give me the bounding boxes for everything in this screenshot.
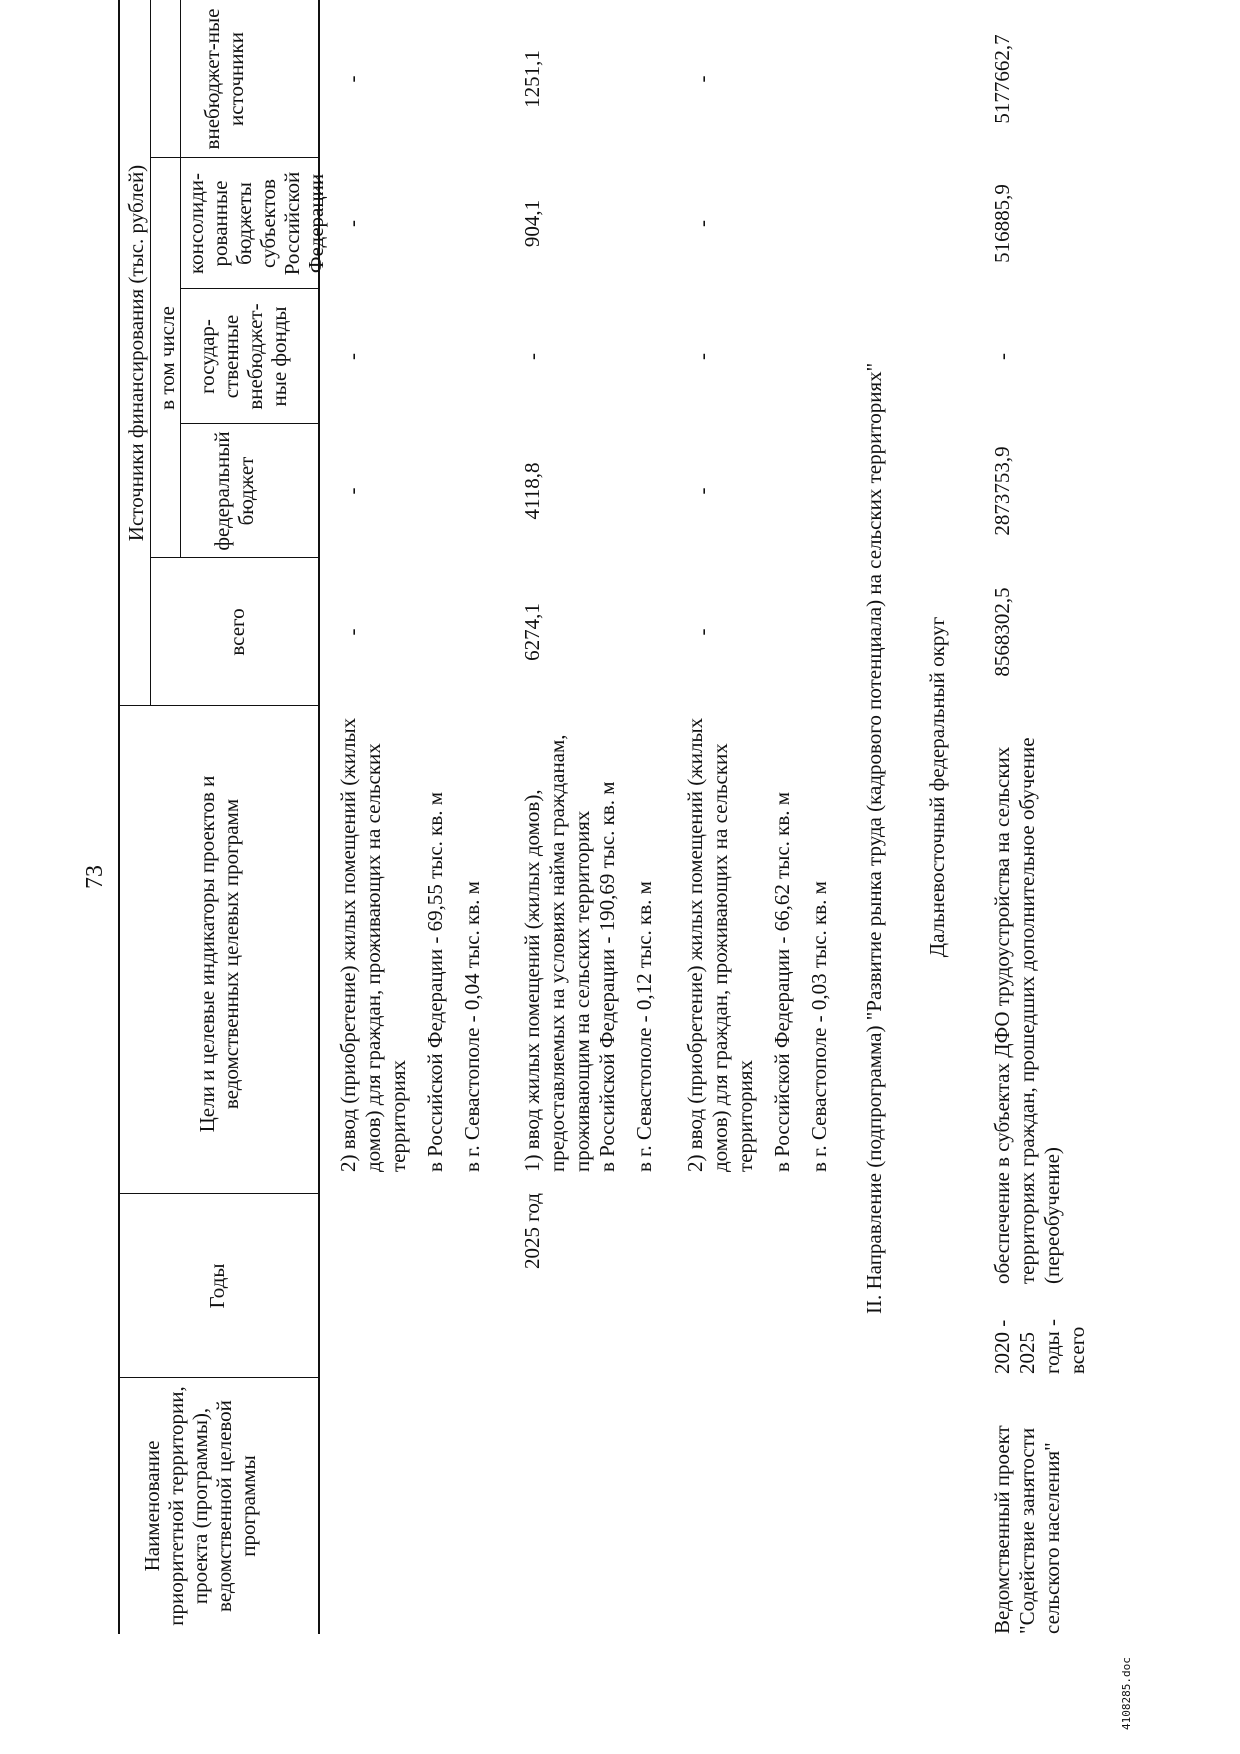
row2-total: 6274,1 xyxy=(520,603,544,661)
header-offbudget: внебюджет-ные источники xyxy=(200,8,248,150)
row3-total: - xyxy=(690,628,714,636)
row1-offbudget: - xyxy=(340,75,364,83)
row2-years: 2025 год xyxy=(520,1193,544,1269)
header-total: всего xyxy=(225,608,249,656)
row3-regional: - xyxy=(690,220,714,227)
header-goals: Цели и целевые индикаторы проектов и ведомственных целевых программ xyxy=(195,775,243,1133)
header-name: Наименование приоритетной территории, проекта (программы), ведомственной целевой программы xyxy=(140,1386,260,1626)
project-offbudget: 5177662,7 xyxy=(990,34,1014,124)
row1-regional: - xyxy=(340,220,364,227)
header-funding: Источники финансирования (тыс. рублей) xyxy=(124,164,148,542)
row3-federal: - xyxy=(690,487,714,495)
header-years: Годы xyxy=(205,1263,229,1309)
col-divider xyxy=(118,705,318,706)
project-name: Ведомственный проект "Содействие занятости сельского населения" xyxy=(990,1425,1064,1634)
project-federal: 2873753,9 xyxy=(990,446,1014,536)
header-regional: консолиди-рованные бюджеты субъектов Российской Федерации xyxy=(184,171,328,276)
row3-state-funds: - xyxy=(690,353,714,360)
header-federal: федеральный бюджет xyxy=(210,431,258,551)
project-goals: обеспечение в субъектах ДФО трудоустройства на сельских территориях граждан, прошедших дополнительное обучение (переобучение) xyxy=(990,737,1064,1284)
footer-filename: 4108285.doc xyxy=(1120,1657,1133,1730)
project-total: 8568302,5 xyxy=(990,587,1014,677)
row1-goals: 2) ввод (приобретение) жилых помещений (жилых домов) для граждан, проживающих на сельских территориях в Российской Федерации - 69,55 тыс. кв. м в г. Севастополе - 0,04 тыс. кв. м xyxy=(336,717,484,1172)
row1-total: - xyxy=(340,628,364,636)
table-top-rule xyxy=(118,0,120,1634)
page-number: 73 xyxy=(82,865,108,889)
row2-federal: 4118,8 xyxy=(520,462,544,520)
section-title: II. Направление (подпрограмма) "Развитие рынка труда (кадрового потенциала) на сельских территориях" xyxy=(862,362,886,1314)
funding-group-rule xyxy=(150,0,151,706)
project-state-funds: - xyxy=(990,353,1014,360)
header-including: в том числе xyxy=(155,306,179,410)
row3-offbudget: - xyxy=(690,75,714,83)
including-rule xyxy=(180,0,181,558)
district-title: Дальневосточный федеральный округ xyxy=(925,616,949,958)
project-regional: 516885,9 xyxy=(990,184,1014,263)
row3-goals: 2) ввод (приобретение) жилых помещений (жилых домов) для граждан, проживающих на сельских территориях в Российской Федерации - 66,62 тыс. кв. м в г. Севастополе - 0,03 тыс. кв. м xyxy=(683,717,831,1172)
row2-state-funds: - xyxy=(520,353,544,360)
row1-state-funds: - xyxy=(340,353,364,360)
row2-goals: 1) ввод жилых помещений (жилых домов), предоставляемых на условиях найма гражданам, проживающим на сельских территориях в Российской Федерации - 190,69 тыс. кв. м в г. Севастополе - 0,12 тыс. кв. м xyxy=(520,734,656,1172)
row2-regional: 904,1 xyxy=(520,199,544,248)
row1-federal: - xyxy=(340,487,364,495)
row2-offbudget: 1251,1 xyxy=(520,50,544,108)
project-years: 2020 - 2025 годы - всего xyxy=(990,1318,1089,1374)
header-state-funds: государ-ственные внебюджет-ные фонды xyxy=(195,303,291,410)
